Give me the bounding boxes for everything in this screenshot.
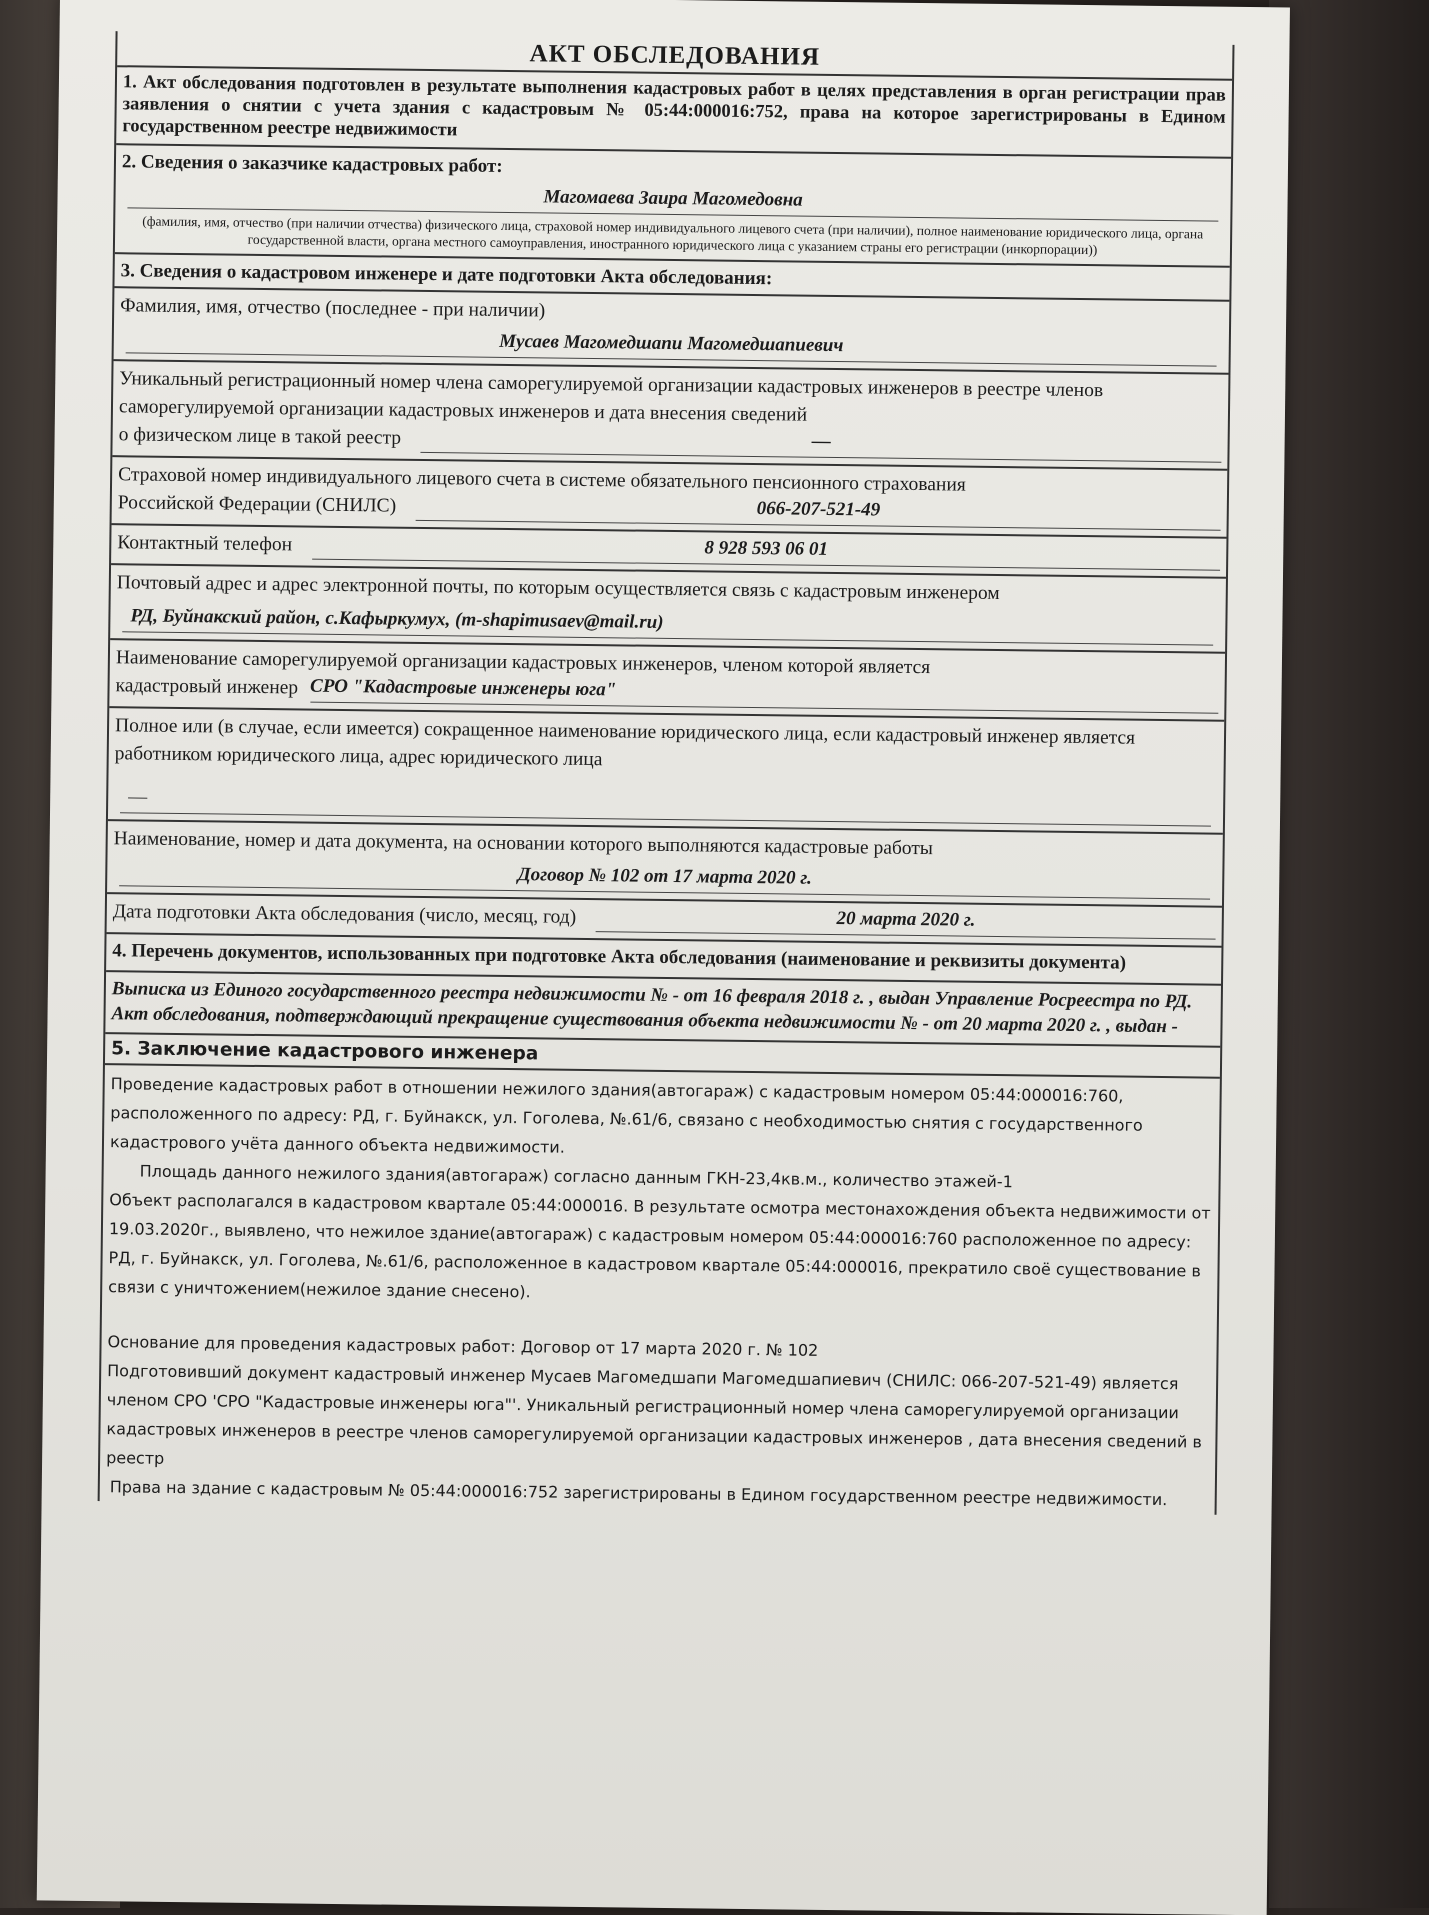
document-item: Акт обследования, подтверждающий прекращение существования объекта недвижимости № - от 20 марта 2020 г. , выдан -	[111, 1003, 1179, 1038]
phone-label: Контактный телефон	[117, 532, 293, 556]
basis-document-block	[107, 821, 1223, 908]
document-item: Выписка из Единого государственного реестра недвижимости № - от 16 февраля 2018 г. , выдан Управление Росреестра по РД.	[111, 978, 1193, 1013]
section-1-text: 1. Акт обследования подготовлен в результате выполнения кадастровых работ в целях представления в орган регистрации прав заявления о снятии с учета здания с кадастровым № 05:44:000016:752, права на которое зарегистрированы в Едином государственном реестре недвижимости	[122, 72, 1226, 141]
section-4-heading: 4. Перечень документов, использованных при подготовке Акта обследования (наименование и реквизиты документа)	[112, 940, 1127, 974]
conclusion-paragraph: Основание для проведения кадастровых работ: Договор от 17 марта 2020 г. № 102	[107, 1332, 819, 1360]
legal-label: Полное или (в случае, если имеется) сокращенное наименование юридического лица, если кадастровый инженер является работником юридического лица, адрес юридического лица	[114, 715, 1136, 771]
legal-entity-block	[108, 708, 1224, 835]
document-sheet	[37, 0, 1290, 1915]
address-label: Почтовый адрес и адрес электронной почты, по которым осуществляется связь с кадастровым инженером	[116, 572, 1000, 605]
legal-value: —	[120, 772, 1211, 826]
address-value: РД, Буйнакский район, с.Кафыркумух, (m-shapimusaev@mail.ru)	[122, 601, 1213, 645]
section-5-heading: 5. Заключение кадастрового инженера	[105, 1034, 1220, 1079]
engineer-fio-block	[114, 288, 1230, 375]
engineer-name: Мусаев Магомедшапи Магомедшапиевич	[126, 320, 1217, 366]
phone-value: 8 928 593 06 01	[312, 533, 1220, 571]
date-value: 20 марта 2020 г.	[596, 905, 1216, 940]
section-2-heading: 2. Сведения о заказчике кадастровых работ:	[121, 151, 503, 177]
customer-name: Магомаева Заира Магомедовна	[127, 175, 1218, 221]
conclusion-paragraph: Проведение кадастровых работ в отношении нежилого здания(автогараж) с кадастровым номером 05:44:000016:760, расположенного по адресу: РД, г. Буйнакск, ул. Гоголева, №.61/6, связано с необходимостью снятия с государственного кадастрового учёта данного объекта недвижимости.	[109, 1074, 1143, 1157]
snils-value: 066-207-521-49	[416, 494, 1221, 531]
section-1	[116, 67, 1232, 159]
registration-number-block	[112, 361, 1228, 471]
fio-label: Фамилия, имя, отчество (последнее - при наличии)	[120, 295, 546, 322]
document-title: АКТ ОБСЛЕДОВАНИЯ	[117, 31, 1232, 81]
customer-caption: (фамилия, имя, отчество (при наличии отчества) физического лица, страховой номер индивидуального лицевого счета (при наличии), полное наименование юридического лица, органа государственной власти, органа местного самоуправления, иностранного юридического лица с указанием страны его регистрации (инкорпорации))	[142, 213, 1204, 258]
sro-label-2: кадастровый инженер	[115, 675, 299, 699]
section-3-heading: 3. Сведения о кадастровом инженере и дате подготовки Акта обследования:	[120, 260, 773, 290]
doc-label: Наименование, номер и дата документа, на основании которого выполняются кадастровые работы	[113, 828, 934, 860]
section-2	[115, 145, 1231, 268]
sro-label: Наименование саморегулируемой организации кадастровых инженеров, членом которой является	[115, 647, 931, 679]
sro-value: СРО "Кадастровые инженеры юга"	[310, 676, 1219, 714]
reg-label-2: о физическом лице в такой реестр	[118, 424, 402, 449]
conclusion-paragraph: Права на здание с кадастровым № 05:44:000016:752 зарегистрированы в Едином государственном реестре недвижимости.	[109, 1477, 1168, 1510]
date-label: Дата подготовки Акта обследования (число, месяц, год)	[112, 901, 577, 928]
address-block	[110, 565, 1226, 654]
conclusion-paragraph: Подготовивший документ кадастровый инженер Мусаев Магомедшапи Магомедшапиевич (СНИЛС: 066-207-521-49) является членом СРО 'СРО "Кадастровые инженеры юга"'. Уникальный регистрационный номер члена саморегулируемой организации кадастровых инженеров в реестре членов саморегулируемой организации кадастровых инженеров , дата внесения сведений в реестр	[106, 1361, 1203, 1468]
background-right	[1269, 0, 1429, 1908]
conclusion-paragraph: Площадь данного нежилого здания(автогараж) согласно данным ГКН-23,4кв.м., количество этажей-1	[139, 1161, 1013, 1192]
reg-label: Уникальный регистрационный номер члена саморегулируемой организации кадастровых инженеров в реестре членов саморегулируемой организации кадастровых инженеров и дата внесения сведений	[118, 368, 1104, 426]
conclusion-paragraph: Объект располагался в кадастровом квартале 05:44:000016. В результате осмотра местонахождения объекта недвижимости от 19.03.2020г., выявлено, что нежилое здание(автогараж) с кадастровым номером 05:44:000016:760 расположенное по адресу: РД, г. Буйнакск, ул. Гоголева, №.61/6, расположенное в кадастровом квартале 05:44:000016, прекратило своё существование в связи с уничтожением(нежилое здание снесено).	[108, 1190, 1211, 1302]
snils-label-2: Российской Федерации (СНИЛС)	[117, 492, 397, 517]
act-form	[98, 31, 1235, 1515]
reg-value: —	[421, 426, 1222, 463]
snils-label: Страховой номер индивидуального лицевого счета в системе обязательного пенсионного страхования	[118, 464, 966, 496]
doc-value: Договор № 102 от 17 марта 2020 г.	[119, 853, 1210, 899]
section-5-conclusion	[100, 1065, 1220, 1515]
